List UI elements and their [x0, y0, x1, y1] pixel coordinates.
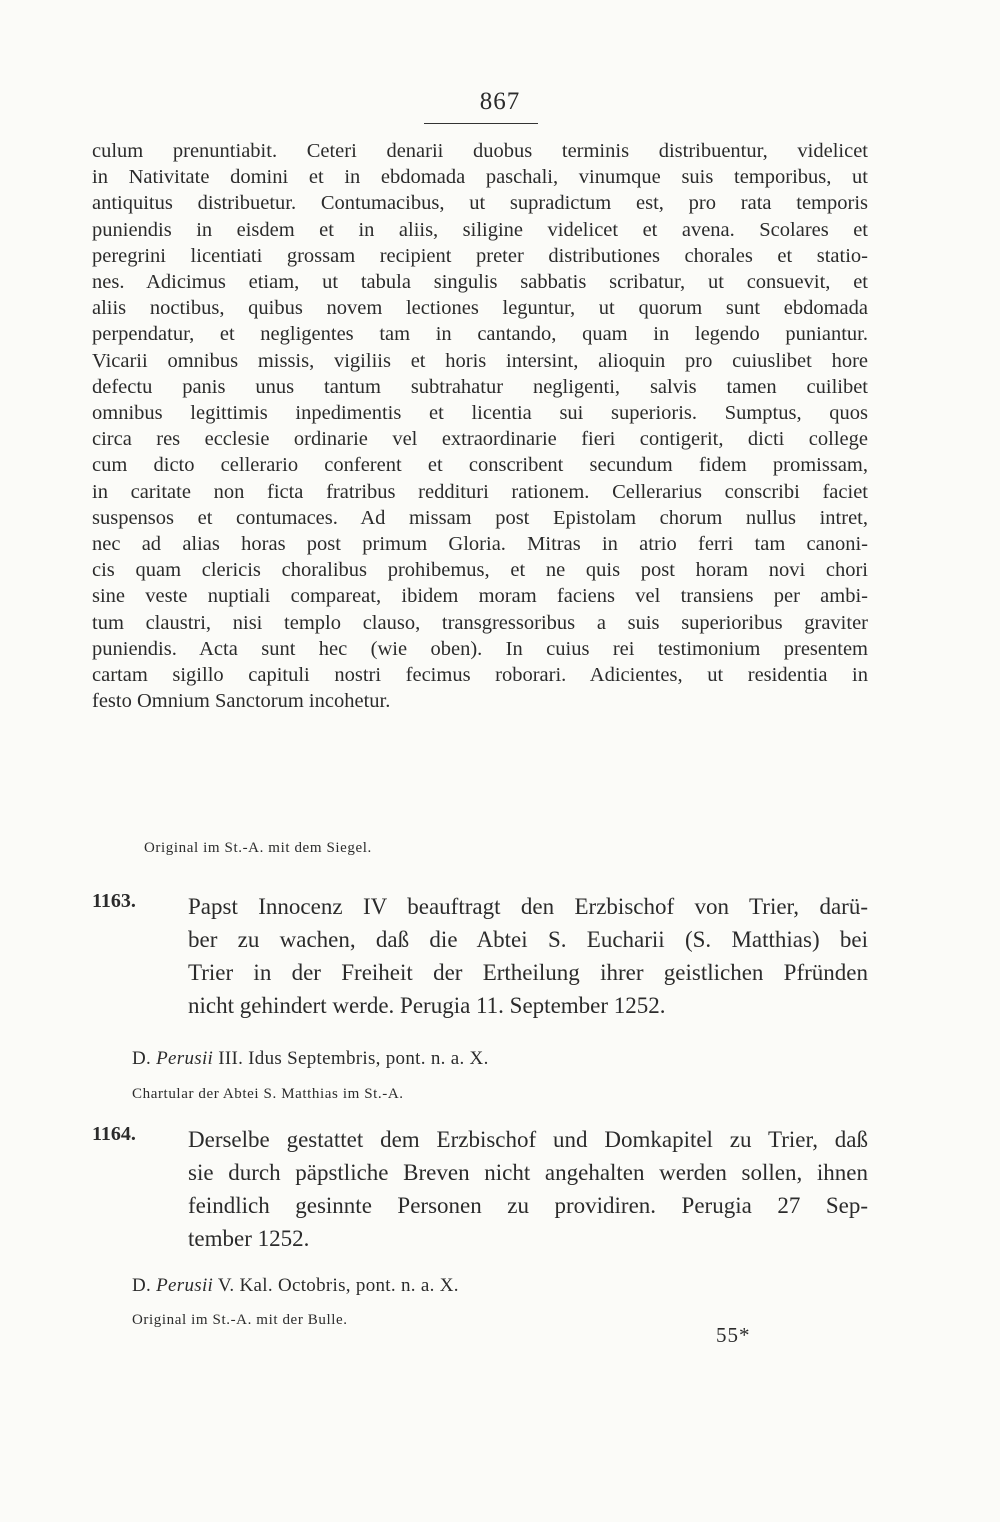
- dating-place: Perusii: [156, 1048, 214, 1069]
- dating-rest: III. Idus Septembris, pont. n. a. X.: [218, 1048, 489, 1069]
- signature-mark: 55*: [716, 1323, 751, 1347]
- dating-prefix: D.: [132, 1275, 152, 1296]
- text-line: culum prenuntiabit. Ceteri denarii duobus terminis distribuentur, videlicet: [92, 140, 868, 162]
- text-line: in caritate non ficta fratribus reddituri rationem. Cellerarius conscribi faciet: [92, 480, 868, 503]
- entry-title-line: sie durch päpstliche Breven nicht angehalten werden sollen, ihnen: [188, 1160, 868, 1185]
- entry-1164: [92, 1123, 872, 1328]
- text-line: in Nativitate domini et in ebdomada paschali, vinumque suis temporibus, ut: [92, 166, 868, 189]
- page-number-rule: [424, 123, 538, 124]
- text-line: festo Omnium Sanctorum incohetur.: [92, 690, 391, 713]
- dating-clause: [132, 1048, 489, 1070]
- entry-title-line: Derselbe gestattet dem Erzbischof und Domkapitel zu Trier, daß: [188, 1127, 868, 1152]
- archive-note: Chartular der Abtei S. Matthias im St.-A.: [132, 1086, 404, 1102]
- text-line: nes. Adicimus etiam, ut tabula singulis sabbatis scribatur, ut consuevit, et: [92, 271, 868, 294]
- entry-title: [188, 890, 868, 1022]
- page-number: 867: [479, 88, 521, 115]
- dating-place: Perusii: [156, 1275, 214, 1296]
- text-line: sine veste nuptiali compareat, ibidem moram faciens vel transiens per ambi-: [92, 585, 868, 608]
- text-line: cis quam clericis choralibus prohibemus, et ne quis post horam novi chori: [92, 559, 868, 582]
- text-line: puniendis. Acta sunt hec (wie oben). In cuius rei testimonium presentem: [92, 637, 868, 660]
- entry-title-line: tember 1252.: [188, 1226, 310, 1251]
- text-line: cum dicto cellerario conferent et conscribent secundum fidem promissam,: [92, 454, 868, 477]
- text-line: tum claustri, nisi templo clauso, transgressoribus a suis superioribus graviter: [92, 611, 868, 634]
- entry-title-line: nicht gehindert werde. Perugia 11. September 1252.: [188, 993, 666, 1018]
- archive-note: Original im St.-A. mit der Bulle.: [132, 1312, 348, 1328]
- dating-prefix: D.: [132, 1048, 152, 1069]
- text-line: suspensos et contumaces. Ad missam post Epistolam chorum nullus intret,: [92, 506, 868, 529]
- text-line: omnibus legittimis inpedimentis et licentia sui superioris. Sumptus, quos: [92, 402, 868, 425]
- source-note: Original im St.-A. mit dem Siegel.: [144, 840, 372, 856]
- text-line: cartam sigillo capituli nostri fecimus roborari. Adicientes, ut residentia in: [92, 664, 868, 687]
- text-line: peregrini licentiati grossam recipient preter distributiones chorales et statio-: [92, 244, 868, 267]
- text-line: circa res ecclesie ordinarie vel extraordinarie fieri contigerit, dicti college: [92, 428, 868, 451]
- entry-number: 1163.: [92, 890, 136, 912]
- entry-title-line: Papst Innocenz IV beauftragt den Erzbischof von Trier, darü-: [188, 894, 868, 919]
- text-line: Vicarii omnibus missis, vigiliis et horis intersint, alioquin pro cuiuslibet hore: [92, 349, 868, 372]
- text-line: perpendatur, et negligentes tam in cantando, quam in legendo puniantur.: [92, 323, 868, 346]
- entry-number: 1164.: [92, 1123, 136, 1145]
- dating-rest: V. Kal. Octobris, pont. n. a. X.: [217, 1275, 459, 1296]
- charter-text: [92, 138, 868, 714]
- dating-clause: [132, 1275, 459, 1297]
- entry-title-line: ber zu wachen, daß die Abtei S. Eucharii (S. Matthias) bei: [188, 927, 868, 952]
- text-line: puniendis in eisdem et in aliis, siligine videlicet et avena. Scolares et: [92, 218, 868, 241]
- entry-title-line: feindlich gesinnte Personen zu providiren. Perugia 27 Sep-: [188, 1193, 868, 1218]
- entry-title-line: Trier in der Freiheit der Ertheilung ihrer geistlichen Pfründen: [188, 960, 868, 985]
- text-line: aliis noctibus, quibus novem lectiones leguntur, ut quorum sunt ebdomada: [92, 297, 868, 320]
- entry-title: [188, 1123, 868, 1255]
- text-line: nec ad alias horas post primum Gloria. Mitras in atrio ferri tam canoni-: [92, 533, 868, 556]
- text-line: defectu panis unus tantum subtrahatur negligenti, salvis tamen cuilibet: [92, 375, 868, 398]
- text-line: antiquitus distribuetur. Contumacibus, ut supradictum est, pro rata temporis: [92, 192, 868, 215]
